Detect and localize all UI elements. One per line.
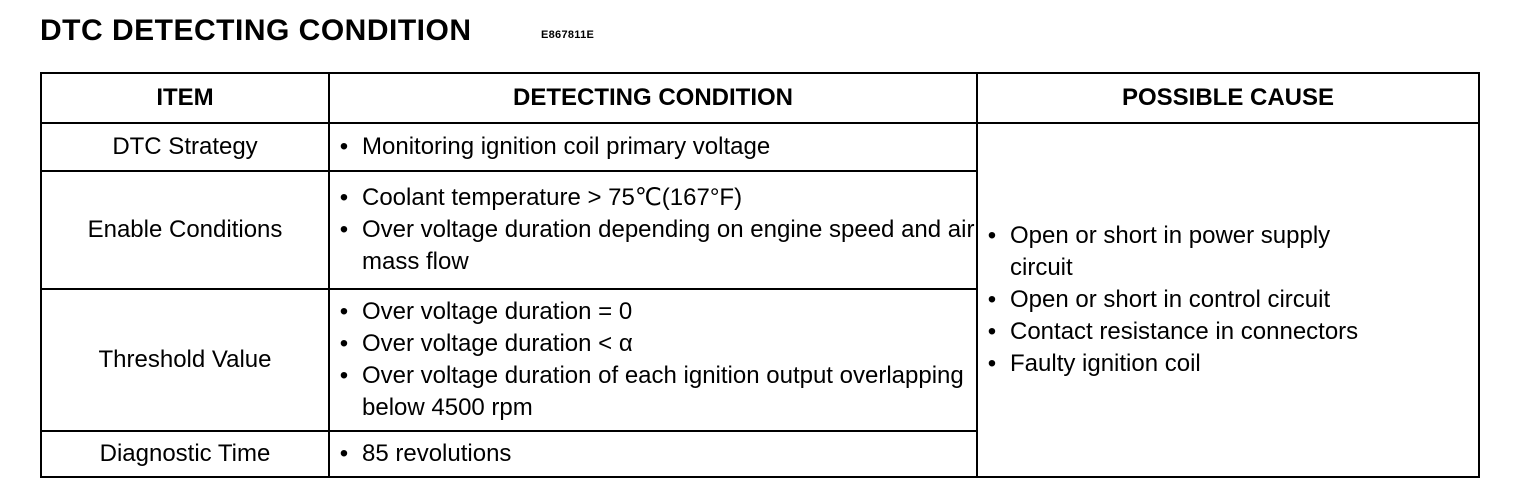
condition-item [330,296,976,328]
cause-text: Contact resistance in connectors [1010,318,1359,345]
cause-text: Faulty ignition coil [1010,350,1201,377]
cause-text: Open or short in control circuit [1010,286,1331,313]
bullet-icon: • [339,362,349,389]
item-cell: DTC Strategy [41,123,329,171]
bullet-icon: • [339,330,349,357]
condition-text: Monitoring ignition coil primary voltage [362,133,771,160]
condition-text: Over voltage duration = 0 [362,298,633,325]
condition-list [330,182,976,278]
condition-item [330,328,976,360]
bullet-icon: • [339,298,349,325]
condition-item [330,131,976,163]
bullet-icon: • [987,222,997,249]
bullet-icon: • [987,350,997,377]
condition-item [330,182,976,214]
condition-cell [329,171,977,289]
item-cell: Diagnostic Time [41,431,329,477]
condition-text: 85 revolutions [362,440,512,467]
bullet-icon: • [987,318,997,345]
cause-text: Open or short in power supply circuit [1010,222,1331,281]
condition-list [330,438,976,470]
cause-item [978,316,1478,348]
bullet-icon: • [339,184,349,211]
possible-cause-cell [977,123,1479,477]
condition-cell [329,431,977,477]
condition-text: Coolant temperature > 75℃(167°F) [362,184,743,211]
condition-text: Over voltage duration < α [362,330,633,357]
bullet-icon: • [339,440,349,467]
figure-code: E867811E [541,29,595,41]
item-cell: Threshold Value [41,289,329,431]
dtc-condition-table [40,72,1480,478]
page-title: DTC DETECTING CONDITION [40,14,472,47]
table-header-row [41,73,1479,123]
cause-item [978,220,1478,284]
item-cell: Enable Conditions [41,171,329,289]
column-header-item: ITEM [41,73,329,123]
cause-item [978,348,1478,380]
table-row-dtc-strategy [41,123,1479,171]
condition-list [330,296,976,424]
condition-list [330,131,976,163]
condition-cell [329,123,977,171]
condition-item [330,214,976,278]
bullet-icon: • [987,286,997,313]
condition-item [330,438,976,470]
condition-item [330,360,976,424]
bullet-icon: • [339,133,349,160]
condition-text: Over voltage duration depending on engine speed and air mass flow [362,216,975,275]
column-header-detecting-condition: DETECTING CONDITION [329,73,977,123]
column-header-possible-cause: POSSIBLE CAUSE [977,73,1479,123]
condition-text: Over voltage duration of each ignition output overlapping below 4500 rpm [362,362,964,421]
bullet-icon: • [339,216,349,243]
cause-item [978,284,1478,316]
condition-cell [329,289,977,431]
possible-cause-list [978,220,1478,380]
